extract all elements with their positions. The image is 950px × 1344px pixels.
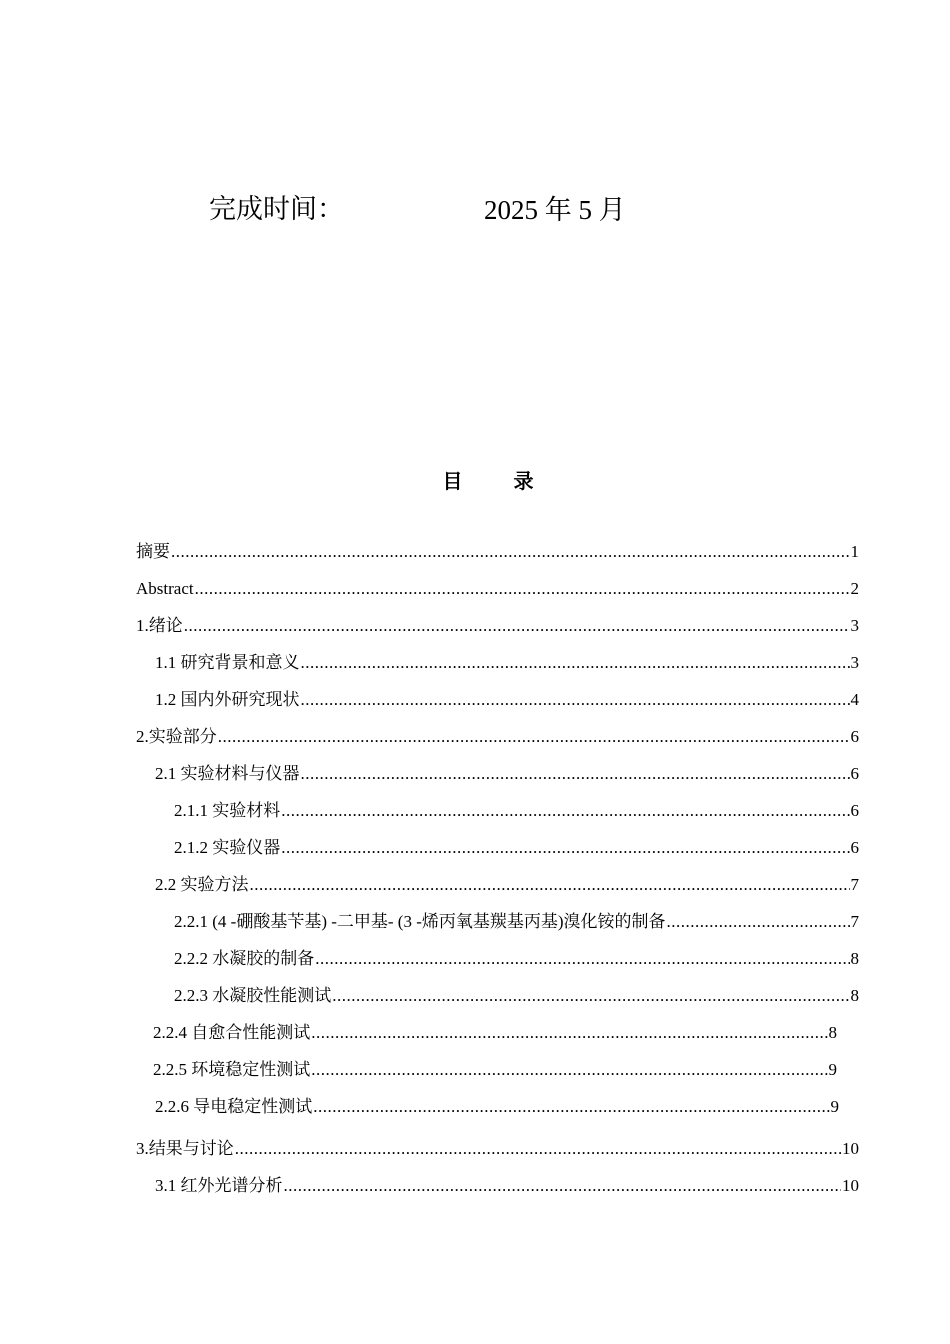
toc-leader: [313, 1095, 829, 1119]
toc-entry-page: 9: [828, 1060, 837, 1079]
toc-entry[interactable]: [155, 762, 859, 786]
toc-leader: [311, 1058, 827, 1082]
toc-entry-page: 7: [850, 875, 859, 894]
toc-entry-text: 2.2.6 导电稳定性测试: [155, 1097, 313, 1116]
toc-leader: [218, 725, 850, 749]
toc-entry-page: 2: [850, 579, 859, 598]
toc-entry-page: 8: [850, 986, 859, 1005]
completion-date: 2025 年 5 月: [484, 195, 626, 225]
toc-entry-page: 6: [850, 764, 859, 783]
toc-leader: [301, 688, 850, 712]
toc-entry[interactable]: [174, 836, 859, 860]
toc-leader: [195, 577, 850, 601]
toc-entry-text: 2.1 实验材料与仪器: [155, 764, 300, 783]
toc-entry[interactable]: [136, 1137, 859, 1161]
toc-entry-page: 9: [830, 1097, 839, 1116]
toc-entry[interactable]: [155, 1095, 839, 1119]
completion-time-line: [0, 190, 950, 230]
toc-entry-text: Abstract: [136, 579, 194, 598]
toc-entry-text: 2.1.1 实验材料: [174, 801, 281, 820]
toc-leader: [311, 1021, 827, 1045]
toc-leader: [281, 799, 849, 823]
toc-leader: [315, 947, 849, 971]
toc-entry[interactable]: [174, 947, 859, 971]
toc-entry-text: 2.2.5 环境稳定性测试: [153, 1060, 311, 1079]
toc-entry-text: 1.绪论: [136, 616, 183, 635]
toc-entry-page: 6: [850, 727, 859, 746]
toc-entry-text: 2.2.4 自愈合性能测试: [153, 1023, 311, 1042]
toc-leader: [332, 984, 849, 1008]
toc-leader: [667, 910, 850, 934]
toc-leader: [301, 762, 850, 786]
toc-entry[interactable]: [155, 688, 859, 712]
toc-leader: [301, 651, 850, 675]
toc-title: 目 录: [442, 469, 556, 493]
toc-entry[interactable]: [153, 1021, 837, 1045]
toc-entry-text: 1.1 研究背景和意义: [155, 653, 300, 672]
toc-entry[interactable]: [136, 577, 859, 601]
toc-entry-text: 2.2.1 (4 -硼酸基苄基) -二甲基- (3 -烯丙氧基羰基丙基)溴化铵的制备: [174, 912, 666, 931]
toc-entry[interactable]: [155, 1174, 859, 1198]
toc-entry[interactable]: [153, 1058, 837, 1082]
toc-entry-page: 8: [828, 1023, 837, 1042]
toc-entry-text: 2.2.3 水凝胶性能测试: [174, 986, 332, 1005]
toc-leader: [281, 836, 849, 860]
toc-entry-text: 2.实验部分: [136, 727, 217, 746]
toc-entry-page: 10: [842, 1176, 859, 1195]
toc-entry-text: 1.2 国内外研究现状: [155, 690, 300, 709]
toc-entry-page: 10: [842, 1139, 859, 1158]
toc-leader: [235, 1137, 841, 1161]
toc-entry[interactable]: [155, 873, 859, 897]
toc-entry-text: 2.1.2 实验仪器: [174, 838, 281, 857]
toc-entry-page: 6: [850, 838, 859, 857]
toc-entry-page: 3: [850, 616, 859, 635]
toc-entry[interactable]: [136, 725, 859, 749]
toc-entry[interactable]: [136, 614, 859, 638]
toc-entry[interactable]: [174, 984, 859, 1008]
toc-leader: [184, 614, 850, 638]
toc-entry[interactable]: [174, 799, 859, 823]
toc-entry[interactable]: [174, 910, 859, 934]
toc-entry-text: 摘要: [136, 542, 170, 561]
toc-entry-page: 3: [850, 653, 859, 672]
toc-entry-text: 2.2 实验方法: [155, 875, 249, 894]
toc-entry-page: 6: [850, 801, 859, 820]
toc-leader: [171, 540, 850, 564]
toc-entry-text: 2.2.2 水凝胶的制备: [174, 949, 315, 968]
toc-entry-page: 4: [850, 690, 859, 709]
completion-time-label: 完成时间：: [209, 194, 344, 225]
toc-entry[interactable]: [136, 540, 859, 564]
toc-entry-page: 1: [850, 542, 859, 561]
toc-entry-page: 7: [850, 912, 859, 931]
toc-leader: [250, 873, 850, 897]
toc-entry-text: 3.结果与讨论: [136, 1139, 234, 1158]
toc-entry-page: 8: [850, 949, 859, 968]
toc-leader: [284, 1174, 842, 1198]
toc-entry[interactable]: [155, 651, 859, 675]
toc-entry-text: 3.1 红外光谱分析: [155, 1176, 283, 1195]
